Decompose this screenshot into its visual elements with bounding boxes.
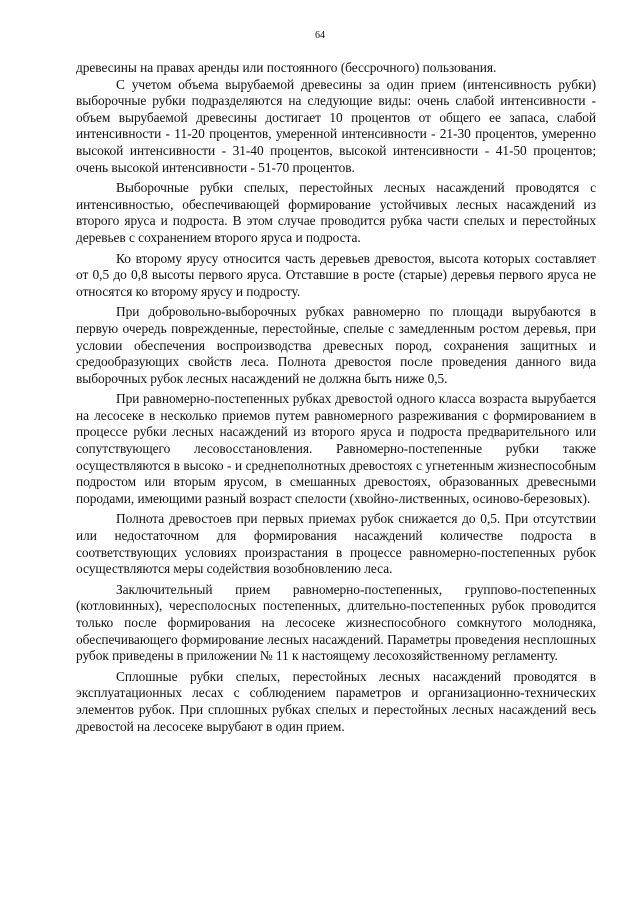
page-body [76,60,596,735]
paragraph-2: С учетом объема вырубаемой древесины за один прием (интенсивность рубки) выборочные рубки подразделяются на следующие виды: очень слабой интенсивности - объем вырубаемой древесины достигает 10 процентов от общего ее запаса, слабой интенсивности - 11-20 процентов, умеренной интенсивности - 21-30 процентов, умеренно высокой интенсивности - 31-40 процентов, высокой интенсивности - 41-50 процентов; очень высокой интенсивности - 51-70 процентов. [76,76,596,175]
paragraph-4: Ко второму ярусу относится часть деревьев древостоя, высота которых составляет от 0,5 до 0,8 высоты первого яруса. Отставшие в росте (старые) деревья первого яруса не относятся ко второму ярусу и подросту. [76,250,596,299]
paragraph-9: Сплошные рубки спелых, перестойных лесных насаждений проводятся в эксплуатационных лесах с соблюдением параметров и организационно-технических элементов рубок. При сплошных рубках спелых и перестойных лесных насаждений весь древостой на лесосеке вырубают в один прием. [76,668,596,734]
paragraph-6: При равномерно-постепенных рубках древостой одного класса возраста вырубается на лесосеке в несколько приемов путем равномерного разреживания с формированием в процессе рубки лесных насаждений из второго яруса и подроста предварительного или сопутствующего лесовосстановления. Равномерно-постепенные рубки также осуществляются в высоко - и среднеполнотных древостоях с угнетенным жизнеспособным подростом или вторым ярусом, в смешанных древостоях, образованных древесными породами, имеющими разный возраст спелости (хвойно-лиственных, осиново-березовых). [76,391,596,506]
paragraph-1: древесины на правах аренды или постоянного (бессрочного) пользования. [76,60,497,75]
page-number: 64 [315,30,325,41]
paragraph-3: Выборочные рубки спелых, перестойных лесных насаждений проводятся с интенсивностью, обеспечивающей формирование устойчивых лесных насаждений из второго яруса и подроста. В этом случае проводится рубка части спелых и перестойных деревьев с сохранением второго яруса и подроста. [76,180,596,245]
paragraph-8: Заключительный прием равномерно-постепенных, группово-постепенных (котловинных), чересполосных постепенных, длительно-постепенных рубок проводится только после формирования на лесосеке жизнеспособного сомкнутого молодняка, обеспечивающего формирование лесных насаждений. Параметры проведения несплошных рубок приведены в приложении № 11 к настоящему лесохозяйственному регламенту. [76,581,596,664]
paragraph-5: При добровольно-выборочных рубках равномерно по площади вырубаются в первую очередь поврежденные, перестойные, спелые с замедленным ростом деревья, при условии обеспечения воспроизводства древесных пород, сохранения защитных и средообразующих свойств леса. Полнота древостоя после проведения данного вида выборочных рубок лесных насаждений не должна быть ниже 0,5. [76,304,596,386]
paragraph-7: Полнота древостоев при первых приемах рубок снижается до 0,5. При отсутствии или недостаточном для формирования насаждений количестве подроста в соответствующих условиях произрастания в процессе равномерно-постепенных рубок осуществляются меры содействия возобновлению леса. [76,511,596,577]
